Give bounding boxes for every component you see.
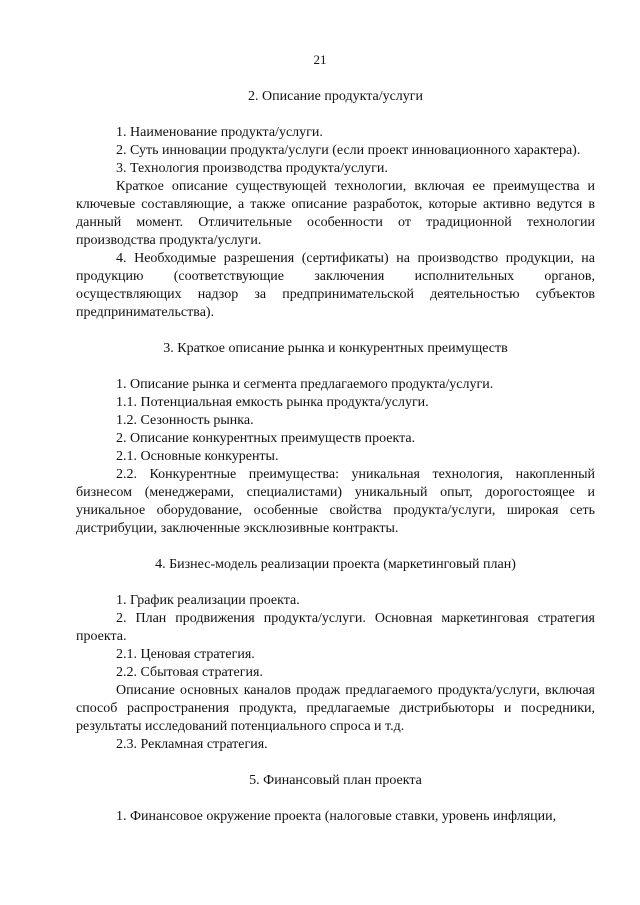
paragraph: 2.2. Сбытовая стратегия.	[116, 665, 263, 680]
paragraph: 1. Описание рынка и сегмента предлагаемого продукта/услуги.	[116, 377, 494, 392]
paragraph: 2. Суть инновации продукта/услуги (если проект инновационного характера).	[116, 143, 581, 158]
document-body	[76, 88, 595, 826]
paragraph: 2. Описание конкурентных преимуществ проекта.	[116, 431, 416, 446]
paragraph: 2.1. Основные конкуренты.	[116, 449, 279, 464]
paragraph: 1.2. Сезонность рынка.	[116, 413, 254, 428]
section-heading: 2. Описание продукта/услуги	[247, 89, 424, 104]
page-number: 21	[313, 52, 327, 67]
paragraph: 2.2. Конкурентные преимущества: уникальная технология, накопленный бизнесом (менеджерами, специалистами) уникальный опыт, дорогостоящее и уникальное оборудование, особенные свойства продукта/услуги, широкая сеть дистрибуции, заключенные эксклюзивные контракты.	[76, 467, 595, 536]
paragraph: 4. Необходимые разрешения (сертификаты) на производство продукции, на продукцию (соответствующие заключения исполнительных органов, осуществляющих надзор за предпринимательской деятельностью субъектов предпринимательства).	[76, 251, 595, 320]
paragraph: 2.3. Рекламная стратегия.	[116, 737, 268, 752]
paragraph: 2. План продвижения продукта/услуги. Основная маркетинговая стратегия проекта.	[76, 611, 595, 644]
paragraph: Краткое описание существующей технологии, включая ее преимущества и ключевые составляющие, а также описание разработок, которые активно ведутся в данный момент. Отличительные особенности от традиционной технологии производства продукта/услуги.	[76, 179, 595, 248]
section-heading: 4. Бизнес-модель реализации проекта (маркетинговый план)	[155, 557, 516, 572]
paragraph: 1. Наименование продукта/услуги.	[116, 125, 323, 140]
paragraph: 3. Технология производства продукта/услуги.	[116, 161, 388, 176]
paragraph: 1. График реализации проекта.	[116, 593, 300, 608]
section-heading: 3. Краткое описание рынка и конкурентных преимуществ	[163, 341, 508, 356]
paragraph: 1.1. Потенциальная емкость рынка продукта/услуги.	[116, 395, 429, 410]
section-heading: 5. Финансовый план проекта	[249, 773, 422, 788]
paragraph: 2.1. Ценовая стратегия.	[116, 647, 255, 662]
paragraph: 1. Финансовое окружение проекта (налоговые ставки, уровень инфляции,	[116, 809, 557, 824]
paragraph: Описание основных каналов продаж предлагаемого продукта/услуги, включая способ распространения продукта, предлагаемые дистрибьюторы и посредники, результаты исследований потенциального спроса и т.д.	[76, 683, 595, 734]
